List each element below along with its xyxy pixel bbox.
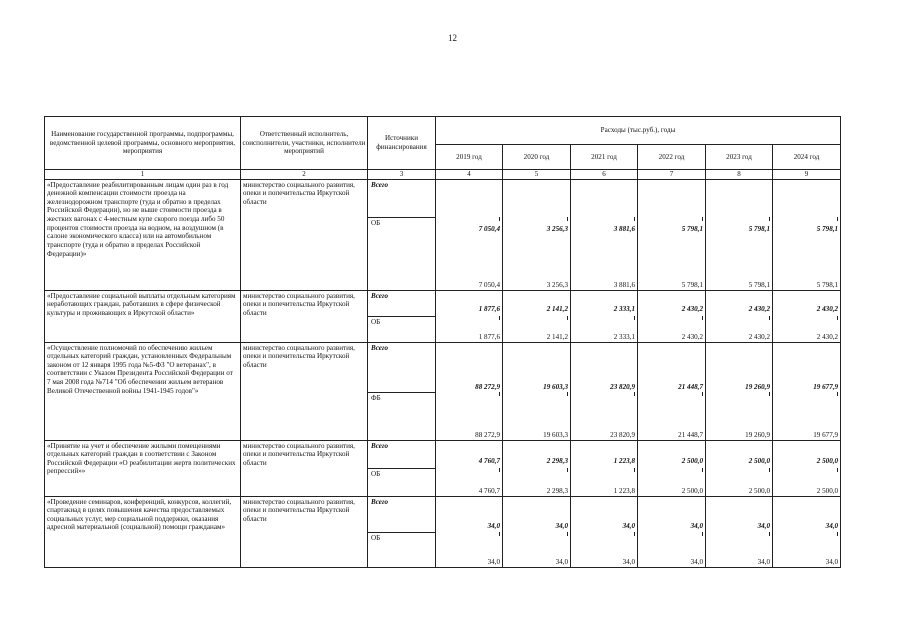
expense-cell	[773, 342, 841, 440]
budget-value: 34,0	[555, 557, 568, 566]
value-tick	[567, 392, 568, 396]
table-row	[45, 440, 841, 496]
total-value: 34,0	[622, 521, 635, 530]
activity-name: «Предоставление социальной выплаты отдельным категориям неработающих граждан, работавших в сфере физической культуры и проживающих в Иркутской области»	[45, 290, 241, 342]
value-tick	[634, 392, 635, 396]
expense-cell	[503, 342, 571, 440]
budget-value: 34,0	[622, 557, 635, 566]
column-index: 1	[45, 170, 241, 180]
source-budget-label: ОБ	[371, 317, 381, 326]
value-tick	[567, 532, 568, 536]
expense-cell	[638, 496, 706, 567]
table-row	[45, 496, 841, 567]
source-divider	[368, 392, 435, 393]
table-row	[45, 342, 841, 440]
source-total-label: Всего	[371, 343, 389, 352]
header-year: 2019 год	[436, 145, 503, 170]
value-tick	[769, 217, 770, 221]
expense-cell	[773, 179, 841, 290]
total-value: 34,0	[757, 521, 770, 530]
source-budget-label: ФБ	[371, 393, 381, 402]
budget-value: 4 760,7	[478, 486, 500, 495]
column-index: 5	[503, 170, 571, 180]
budget-value: 19 677,9	[813, 430, 839, 439]
total-value: 3 256,3	[546, 224, 568, 233]
value-tick	[769, 532, 770, 536]
budget-value: 2 333,1	[613, 332, 635, 341]
value-tick	[634, 468, 635, 472]
budget-value: 5 798,1	[681, 280, 703, 289]
total-value: 3 881,6	[613, 224, 635, 233]
total-value: 2 500,0	[816, 456, 839, 465]
source-budget-label: ОБ	[371, 218, 381, 227]
activity-name: «Проведение семинаров, конференций, конкурсов, коллегий, спартакиад в целях повышения качества предоставляемых социальных услуг, мер социальной поддержки, оказания адресной материальной (социальной) помощи гражданам»	[45, 496, 241, 567]
expense-cell	[638, 440, 706, 496]
expense-cell	[638, 342, 706, 440]
value-tick	[567, 217, 568, 221]
total-value: 34,0	[825, 521, 839, 530]
value-tick	[769, 392, 770, 396]
table-row	[45, 290, 841, 342]
activity-name: «Осуществление полномочий по обеспечению жильем отдельных категорий граждан, установленных Федеральным законом от 12 января 1995 года №5-ФЗ "О ветеранах", в соответствии с Указом Президента Российской Федерации от 7 мая 2008 года №714 "Об обеспечении жильем ветеранов Великой Отечественной войны 1941-1945 годов"»	[45, 342, 241, 440]
budget-value: 1 223,8	[613, 486, 635, 495]
budget-value: 19 260,9	[745, 430, 770, 439]
value-tick	[499, 532, 500, 536]
value-tick	[837, 532, 838, 536]
budget-value: 34,0	[825, 557, 839, 566]
table-row	[45, 179, 841, 290]
value-tick	[702, 217, 703, 221]
source-total-label: Всего	[371, 291, 389, 300]
source-budget-label: ОБ	[371, 533, 381, 542]
budget-value: 21 448,7	[678, 430, 703, 439]
funding-source	[368, 342, 436, 440]
source-total-label: Всего	[371, 441, 389, 450]
budget-value: 34,0	[487, 557, 500, 566]
expense-cell	[706, 440, 773, 496]
expense-cell	[571, 440, 638, 496]
total-value: 2 500,0	[748, 456, 770, 465]
expense-cell	[436, 342, 503, 440]
budget-value: 5 798,1	[748, 280, 770, 289]
value-tick	[702, 468, 703, 472]
expense-cell	[571, 496, 638, 567]
executor: министерство социального развития, опеки и попечительства Иркутской области	[241, 179, 368, 290]
expense-cell	[503, 290, 571, 342]
header-year: 2023 год	[706, 145, 773, 170]
value-tick	[634, 532, 635, 536]
source-divider	[368, 217, 435, 218]
expense-cell	[503, 496, 571, 567]
budget-value: 3 256,3	[546, 280, 568, 289]
source-total-label: Всего	[371, 180, 389, 189]
header-year: 2024 год	[773, 145, 841, 170]
executor: министерство социального развития, опеки и попечительства Иркутской области	[241, 290, 368, 342]
total-value: 34,0	[487, 521, 500, 530]
budget-value: 3 881,6	[613, 280, 635, 289]
budget-value: 2 430,2	[681, 332, 703, 341]
budget-value: 7 050,4	[478, 280, 500, 289]
expenditure-table	[44, 116, 841, 568]
column-index: 3	[368, 170, 436, 180]
budget-value: 19 603,3	[543, 430, 568, 439]
expense-cell	[773, 496, 841, 567]
budget-value: 34,0	[757, 557, 770, 566]
header-source: Источники финансирования	[368, 117, 436, 170]
value-tick	[499, 468, 500, 472]
budget-value: 88 272,9	[475, 430, 500, 439]
total-value: 21 448,7	[678, 382, 703, 391]
header-year: 2020 год	[503, 145, 571, 170]
expense-cell	[706, 179, 773, 290]
total-value: 2 430,2	[681, 304, 703, 313]
expense-cell	[706, 342, 773, 440]
budget-value: 5 798,1	[816, 280, 839, 289]
value-tick	[702, 392, 703, 396]
expense-cell	[436, 496, 503, 567]
budget-value: 23 820,9	[610, 430, 635, 439]
expense-cell	[638, 290, 706, 342]
source-divider	[368, 316, 435, 317]
value-tick	[499, 392, 500, 396]
value-tick	[769, 468, 770, 472]
header-executor: Ответственный исполнитель, соисполнители, участники, исполнители мероприятий	[241, 117, 368, 170]
value-tick	[769, 316, 770, 320]
column-index: 9	[773, 170, 841, 180]
column-index: 8	[706, 170, 773, 180]
executor: министерство социального развития, опеки и попечительства Иркутской области	[241, 342, 368, 440]
value-tick	[837, 217, 838, 221]
value-tick	[499, 316, 500, 320]
expense-cell	[436, 179, 503, 290]
funding-source	[368, 440, 436, 496]
total-value: 4 760,7	[478, 456, 500, 465]
value-tick	[837, 316, 838, 320]
value-tick	[567, 468, 568, 472]
total-value: 2 430,2	[816, 304, 839, 313]
value-tick	[634, 217, 635, 221]
value-tick	[837, 468, 838, 472]
expense-cell	[638, 179, 706, 290]
header-year: 2022 год	[638, 145, 706, 170]
column-index: 2	[241, 170, 368, 180]
column-index: 7	[638, 170, 706, 180]
expense-cell	[503, 440, 571, 496]
total-value: 7 050,4	[478, 224, 500, 233]
expense-cell	[503, 179, 571, 290]
total-value: 34,0	[690, 521, 703, 530]
column-index-row	[45, 170, 841, 180]
value-tick	[634, 316, 635, 320]
expense-cell	[773, 290, 841, 342]
column-index: 4	[436, 170, 503, 180]
expense-cell	[706, 496, 773, 567]
executor: министерство социального развития, опеки и попечительства Иркутской области	[241, 440, 368, 496]
budget-value: 2 500,0	[816, 486, 839, 495]
total-value: 2 333,1	[613, 304, 635, 313]
column-index: 6	[571, 170, 638, 180]
expense-cell	[571, 290, 638, 342]
source-total-label: Всего	[371, 497, 389, 506]
total-value: 19 603,3	[543, 382, 568, 391]
expense-cell	[436, 290, 503, 342]
activity-name: «Принятие на учет и обеспечение жилыми помещениями отдельных категорий граждан в соответствии с Законом Российской Федерации «О реабилитации жертв политических репрессий»»	[45, 440, 241, 496]
value-tick	[702, 316, 703, 320]
total-value: 1 877,6	[478, 304, 500, 313]
total-value: 5 798,1	[748, 224, 770, 233]
value-tick	[837, 392, 838, 396]
total-value: 19 260,9	[745, 382, 770, 391]
page-number: 12	[448, 33, 457, 43]
activity-name: «Предоставление реабилитированным лицам один раз в год денежной компенсации стоимости проезда на железнодорожном транспорте (туда и обратно в пределах Российской Федерации), но не выше стоимости проезда в жестких вагонах с 4-местным купе скорого поезда либо 50 процентов стоимости проезда на водном, на воздушном (в салоне экономического класса) или на автомобильном транспорте (туда и обратно в пределах Российской Федерации)»	[45, 179, 241, 290]
total-value: 1 223,8	[613, 456, 635, 465]
total-value: 2 298,3	[546, 456, 568, 465]
budget-value: 2 500,0	[681, 486, 703, 495]
expense-cell	[571, 179, 638, 290]
budget-value: 2 430,2	[816, 332, 839, 341]
source-budget-label: ОБ	[371, 469, 381, 478]
total-value: 19 677,9	[813, 382, 839, 391]
executor: министерство социального развития, опеки и попечительства Иркутской области	[241, 496, 368, 567]
expense-cell	[571, 342, 638, 440]
source-divider	[368, 468, 435, 469]
funding-source	[368, 179, 436, 290]
budget-value: 2 500,0	[748, 486, 770, 495]
expense-cell	[436, 440, 503, 496]
funding-source	[368, 496, 436, 567]
funding-source	[368, 290, 436, 342]
value-tick	[702, 532, 703, 536]
total-value: 2 141,2	[546, 304, 568, 313]
expense-cell	[706, 290, 773, 342]
total-value: 5 798,1	[681, 224, 703, 233]
total-value: 23 820,9	[610, 382, 635, 391]
budget-value: 1 877,6	[478, 332, 500, 341]
budget-value: 2 141,2	[546, 332, 568, 341]
total-value: 2 430,2	[748, 304, 770, 313]
source-divider	[368, 532, 435, 533]
expense-cell	[773, 440, 841, 496]
budget-value: 2 298,3	[546, 486, 568, 495]
budget-value: 34,0	[690, 557, 703, 566]
header-year: 2021 год	[571, 145, 638, 170]
total-value: 2 500,0	[681, 456, 703, 465]
header-expenses: Расходы (тыс.руб.), годы	[436, 117, 841, 145]
value-tick	[499, 217, 500, 221]
header-name: Наименование государственной программы, подпрограммы, ведомственной целевой программы, основного мероприятия, мероприятия	[45, 117, 241, 170]
budget-value: 2 430,2	[748, 332, 770, 341]
value-tick	[567, 316, 568, 320]
total-value: 34,0	[555, 521, 568, 530]
total-value: 5 798,1	[816, 224, 839, 233]
total-value: 88 272,9	[475, 382, 500, 391]
